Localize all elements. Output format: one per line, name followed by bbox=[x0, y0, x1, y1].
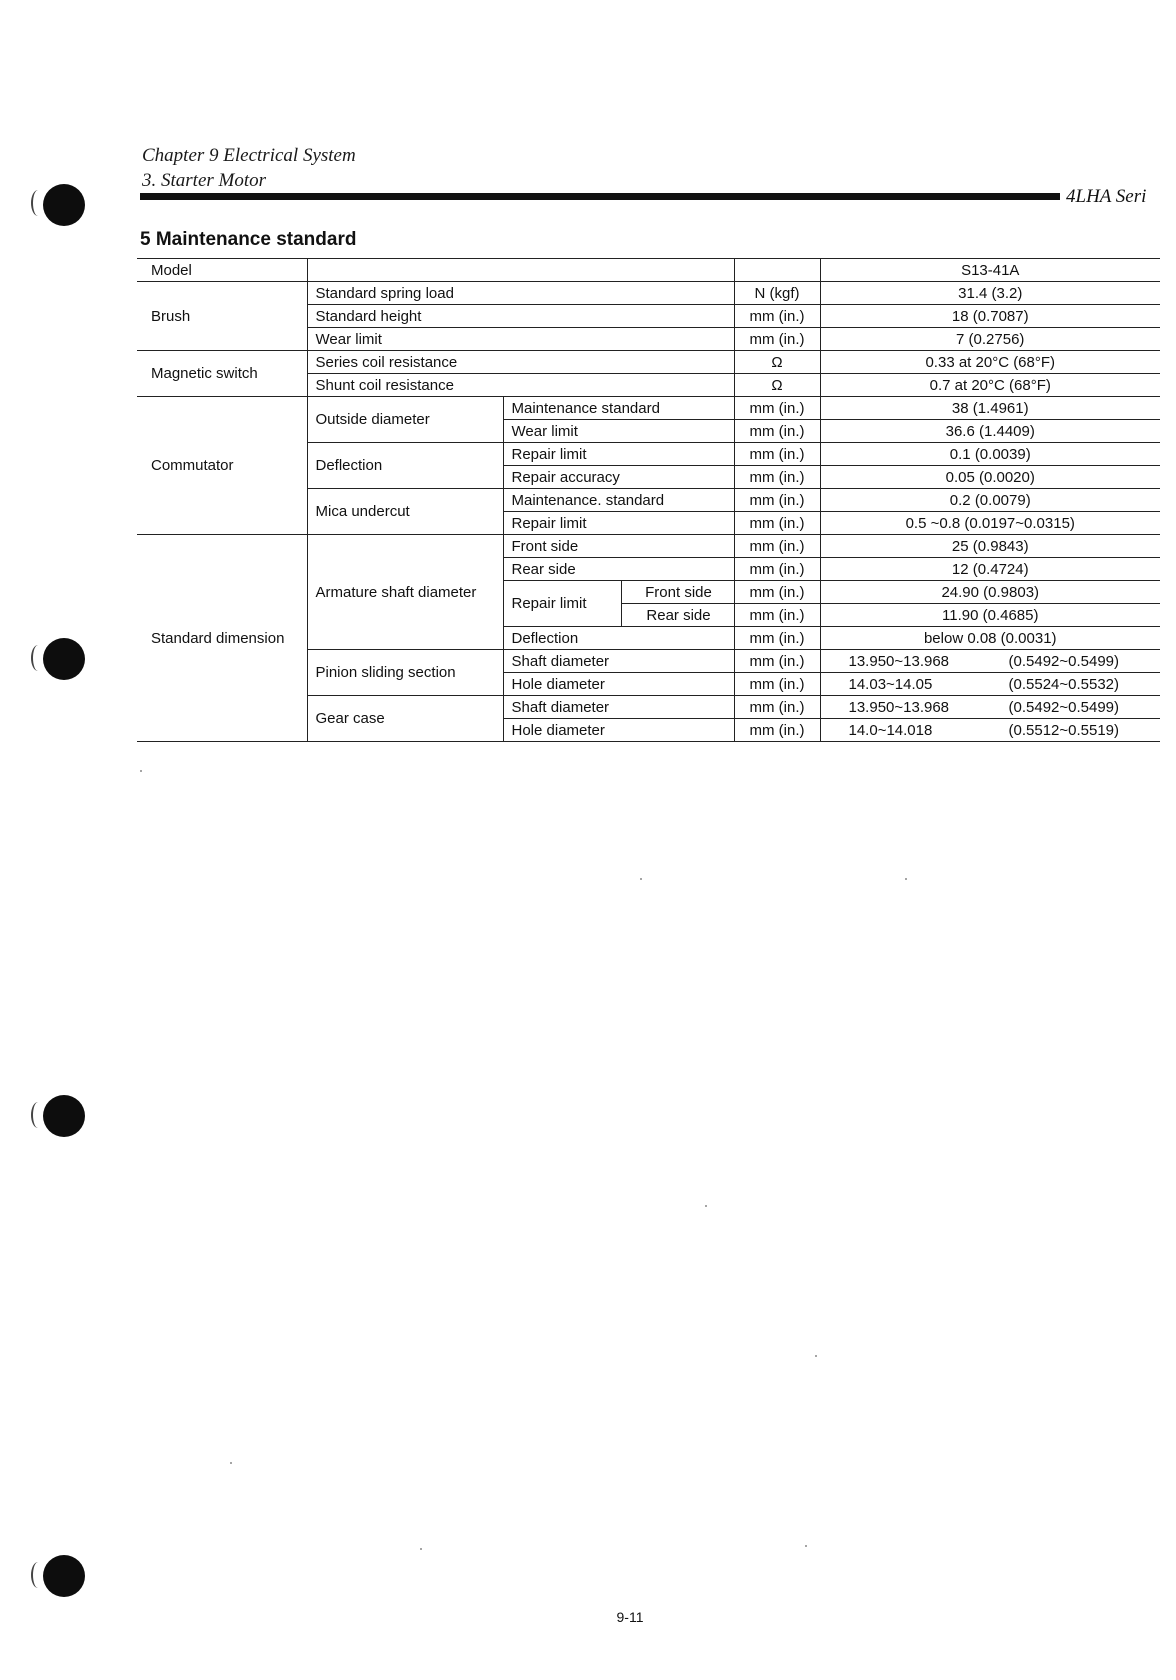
unit-cell: mm (in.) bbox=[734, 719, 820, 742]
item-cell: Repair limit bbox=[503, 512, 734, 535]
value-cell: 0.5 ~0.8 (0.0197~0.0315) bbox=[820, 512, 1160, 535]
item-cell: Deflection bbox=[503, 627, 734, 650]
item-cell: Maintenance. standard bbox=[503, 489, 734, 512]
table-row bbox=[137, 282, 1160, 305]
item-cell: Rear side bbox=[503, 558, 734, 581]
hole-mark bbox=[31, 645, 45, 671]
value-cell: 18 (0.7087) bbox=[820, 305, 1160, 328]
item-cell: Front side bbox=[621, 581, 734, 604]
item-cell: Hole diameter bbox=[503, 719, 734, 742]
empty-cell bbox=[734, 259, 820, 282]
item-cell: Shaft diameter bbox=[503, 650, 734, 673]
section-subtitle: 3. Starter Motor bbox=[142, 170, 267, 191]
unit-cell: mm (in.) bbox=[734, 627, 820, 650]
binder-hole-2 bbox=[43, 638, 85, 680]
unit-cell: mm (in.) bbox=[734, 443, 820, 466]
unit-cell: mm (in.) bbox=[734, 328, 820, 351]
item-cell: Standard height bbox=[307, 305, 734, 328]
value-cell bbox=[820, 719, 1160, 742]
scan-speck bbox=[420, 1548, 422, 1550]
unit-cell: Ω bbox=[734, 351, 820, 374]
value-cell: 7 (0.2756) bbox=[820, 328, 1160, 351]
model-value: S13-41A bbox=[820, 259, 1160, 282]
table-row bbox=[137, 259, 1160, 282]
unit-cell: Ω bbox=[734, 374, 820, 397]
unit-cell: mm (in.) bbox=[734, 466, 820, 489]
unit-cell: mm (in.) bbox=[734, 535, 820, 558]
table-row bbox=[137, 351, 1160, 374]
binder-hole-1 bbox=[43, 184, 85, 226]
unit-cell: mm (in.) bbox=[734, 489, 820, 512]
gear-case-label: Gear case bbox=[307, 696, 503, 742]
unit-cell: mm (in.) bbox=[734, 558, 820, 581]
unit-cell: mm (in.) bbox=[734, 305, 820, 328]
item-cell: Hole diameter bbox=[503, 673, 734, 696]
value-cell: 25 (0.9843) bbox=[820, 535, 1160, 558]
unit-cell: mm (in.) bbox=[734, 581, 820, 604]
deflection-label: Deflection bbox=[307, 443, 503, 489]
value-cell: 24.90 (0.9803) bbox=[820, 581, 1160, 604]
binder-hole-4 bbox=[43, 1555, 85, 1597]
repair-limit-label: Repair limit bbox=[503, 581, 621, 627]
scan-speck bbox=[815, 1355, 817, 1357]
brush-label: Brush bbox=[137, 282, 307, 351]
item-cell: Shunt coil resistance bbox=[307, 374, 734, 397]
pinion-sliding-section-label: Pinion sliding section bbox=[307, 650, 503, 696]
metric-range: 14.03~14.05 bbox=[848, 675, 933, 693]
value-cell: 38 (1.4961) bbox=[820, 397, 1160, 420]
scan-speck bbox=[230, 1462, 232, 1464]
value-cell: below 0.08 (0.0031) bbox=[820, 627, 1160, 650]
unit-cell: N (kgf) bbox=[734, 282, 820, 305]
value-cell: 0.05 (0.0020) bbox=[820, 466, 1160, 489]
value-cell: 36.6 (1.4409) bbox=[820, 420, 1160, 443]
model-label: Model bbox=[137, 259, 307, 282]
item-cell: Maintenance standard bbox=[503, 397, 734, 420]
unit-cell: mm (in.) bbox=[734, 696, 820, 719]
table-row bbox=[137, 535, 1160, 558]
scan-speck bbox=[140, 770, 142, 772]
value-cell bbox=[820, 696, 1160, 719]
inch-range: (0.5512~0.5519) bbox=[1008, 721, 1120, 739]
chapter-title: Chapter 9 Electrical System bbox=[142, 145, 356, 166]
series-label: 4LHA Seri bbox=[1066, 186, 1147, 207]
item-cell: Rear side bbox=[621, 604, 734, 627]
item-cell: Repair accuracy bbox=[503, 466, 734, 489]
outside-diameter-label: Outside diameter bbox=[307, 397, 503, 443]
hole-mark bbox=[31, 1102, 45, 1128]
section-title: 5 Maintenance standard bbox=[140, 229, 357, 250]
header-rule bbox=[140, 193, 1060, 200]
commutator-label: Commutator bbox=[137, 397, 307, 535]
inch-range: (0.5492~0.5499) bbox=[1008, 698, 1120, 716]
armature-shaft-diameter-label: Armature shaft diameter bbox=[307, 535, 503, 650]
scan-speck bbox=[640, 878, 642, 880]
metric-range: 13.950~13.968 bbox=[848, 698, 950, 716]
value-cell: 0.2 (0.0079) bbox=[820, 489, 1160, 512]
unit-cell: mm (in.) bbox=[734, 420, 820, 443]
unit-cell: mm (in.) bbox=[734, 604, 820, 627]
value-cell: 31.4 (3.2) bbox=[820, 282, 1160, 305]
unit-cell: mm (in.) bbox=[734, 397, 820, 420]
item-cell: Wear limit bbox=[307, 328, 734, 351]
value-cell: 0.1 (0.0039) bbox=[820, 443, 1160, 466]
item-cell: Standard spring load bbox=[307, 282, 734, 305]
mica-undercut-label: Mica undercut bbox=[307, 489, 503, 535]
item-cell: Front side bbox=[503, 535, 734, 558]
table-row bbox=[137, 397, 1160, 420]
item-cell: Repair limit bbox=[503, 443, 734, 466]
inch-range: (0.5524~0.5532) bbox=[1008, 675, 1120, 693]
value-cell bbox=[820, 650, 1160, 673]
value-cell: 11.90 (0.4685) bbox=[820, 604, 1160, 627]
binder-hole-3 bbox=[43, 1095, 85, 1137]
empty-cell bbox=[307, 259, 734, 282]
value-cell: 0.7 at 20°C (68°F) bbox=[820, 374, 1160, 397]
item-cell: Shaft diameter bbox=[503, 696, 734, 719]
item-cell: Series coil resistance bbox=[307, 351, 734, 374]
value-cell bbox=[820, 673, 1160, 696]
unit-cell: mm (in.) bbox=[734, 650, 820, 673]
metric-range: 14.0~14.018 bbox=[848, 721, 933, 739]
inch-range: (0.5492~0.5499) bbox=[1008, 652, 1120, 670]
metric-range: 13.950~13.968 bbox=[848, 652, 950, 670]
scan-speck bbox=[905, 878, 907, 880]
hole-mark bbox=[31, 190, 45, 216]
item-cell: Wear limit bbox=[503, 420, 734, 443]
scan-speck bbox=[805, 1545, 807, 1547]
hole-mark bbox=[31, 1562, 45, 1588]
value-cell: 0.33 at 20°C (68°F) bbox=[820, 351, 1160, 374]
magnetic-switch-label: Magnetic switch bbox=[137, 351, 307, 397]
maintenance-standard-table bbox=[137, 258, 1160, 742]
running-header bbox=[142, 143, 356, 193]
unit-cell: mm (in.) bbox=[734, 673, 820, 696]
value-cell: 12 (0.4724) bbox=[820, 558, 1160, 581]
page-number: 9-11 bbox=[616, 1609, 644, 1625]
standard-dimension-label: Standard dimension bbox=[137, 535, 307, 742]
scan-speck bbox=[705, 1205, 707, 1207]
unit-cell: mm (in.) bbox=[734, 512, 820, 535]
